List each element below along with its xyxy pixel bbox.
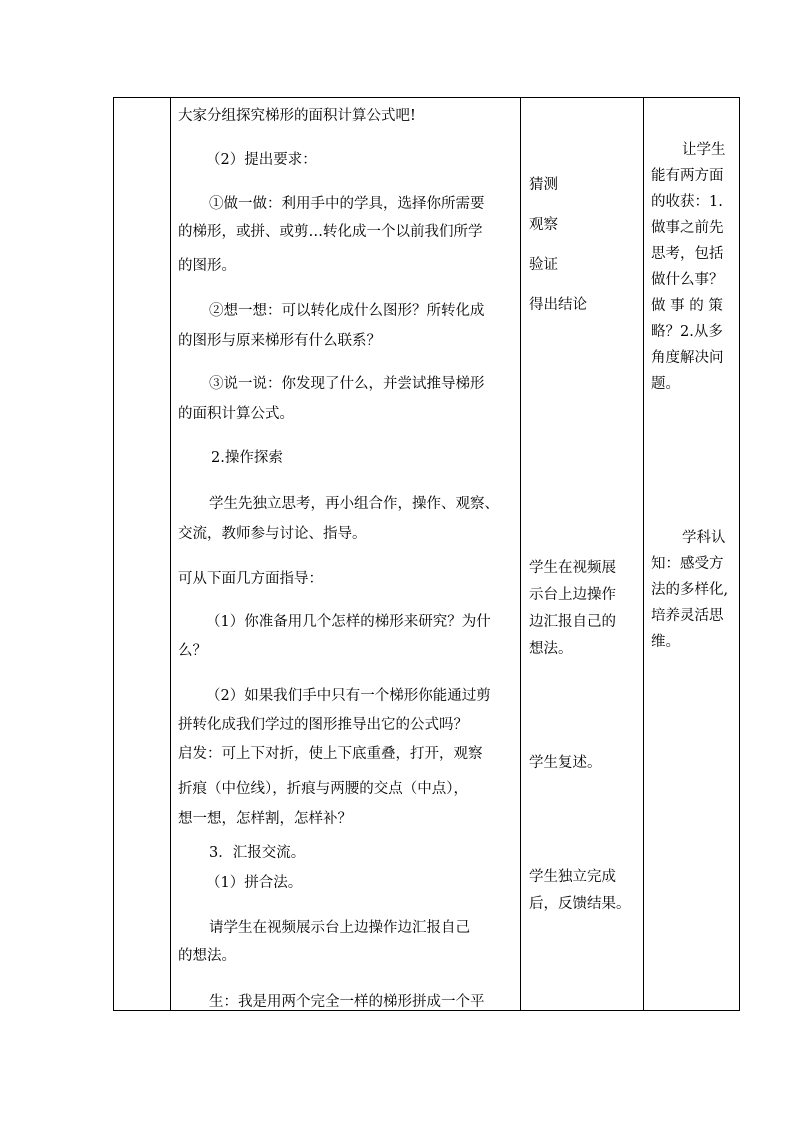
student-text-line: 后，反馈结果。 <box>529 896 631 912</box>
student-text-line: 示台上边操作 <box>529 587 616 603</box>
teacher-text-line: 拼转化成我们学过的图形推导出它的公式吗？ <box>178 717 468 733</box>
teacher-activity-cell <box>171 98 520 1010</box>
teacher-text-line: （2）如果我们手中只有一个梯形你能通过剪 <box>206 688 491 704</box>
intent-text-line: 做什么事？ <box>651 272 724 288</box>
teacher-text-line: 的图形与原来梯形有什么联系？ <box>178 333 381 349</box>
intent-text-line: 学科认 <box>682 530 726 546</box>
intent-text-line: 维。 <box>651 634 680 650</box>
teacher-text-line: （2）提出要求： <box>206 152 317 168</box>
lesson-plan-table <box>113 97 740 1011</box>
intent-text-line: 题。 <box>651 376 680 392</box>
teacher-text-line: 2.操作探索 <box>211 450 283 466</box>
teacher-text-line: ①做一做：利用手中的学具，选择你所需要 <box>209 196 485 212</box>
teacher-text-line: 想一想，怎样割，怎样补？ <box>178 811 352 827</box>
teacher-text-line: 启发：可上下对折，使上下底重叠，打开，观察 <box>178 746 483 762</box>
teacher-text-line: （1）你准备用几个怎样的梯形来研究？为什 <box>206 614 491 630</box>
intent-text-line: 做事之前先 <box>651 220 724 236</box>
intent-text-line: 培养灵活思 <box>651 608 724 624</box>
teacher-text-line: 3．汇报交流。 <box>209 845 306 861</box>
design-intent-cell <box>644 98 739 1010</box>
intent-text-line: 角度解决问 <box>651 350 724 366</box>
intent-text-line: 能有两方面 <box>651 168 724 184</box>
teacher-text-line: 的梯形，或拼、或剪…转化成一个以前我们所学 <box>178 224 483 240</box>
intent-text-line: 法的多样化, <box>651 582 729 598</box>
teacher-text-line: ②想一想：可以转化成什么图形？所转化成 <box>209 303 485 319</box>
student-text-line: 观察 <box>529 217 558 233</box>
teacher-text-line: ③说一说：你发现了什么，并尝试推导梯形 <box>209 376 485 392</box>
teacher-text-line: 大家分组探究梯形的面积计算公式吧! <box>178 108 416 124</box>
teacher-text-line: 学生先独立思考，再小组合作，操作、观察、 <box>209 496 499 512</box>
teacher-text-line: 可从下面几方面指导： <box>178 571 323 587</box>
teacher-text-line: 的面积计算公式。 <box>178 406 294 422</box>
student-activity-cell <box>521 98 643 1010</box>
teacher-text-line: 折痕（中位线），折痕与两腰的交点（中点）， <box>178 781 468 797</box>
student-text-line: 学生复述。 <box>529 755 602 771</box>
teacher-text-line: 交流，教师参与讨论、指导。 <box>178 526 367 542</box>
intent-text-line: 让学生 <box>682 142 726 158</box>
intent-text-line: 略？2.从多 <box>651 324 723 340</box>
teacher-text-line: 请学生在视频展示台上边操作边汇报自己 <box>209 920 470 936</box>
student-text-line: 边汇报自己的 <box>529 614 616 630</box>
student-text-line: 得出结论 <box>529 297 587 313</box>
student-text-line: 想法。 <box>529 641 573 657</box>
teacher-text-line: 的想法。 <box>178 948 236 964</box>
intent-text-line: 思考，包括 <box>651 246 724 262</box>
student-text-line: 学生独立完成 <box>529 869 616 885</box>
teacher-text-line: 的图形。 <box>178 258 236 274</box>
intent-text-line: 知：感受方 <box>651 556 724 572</box>
student-text-line: 验证 <box>529 257 558 273</box>
intent-text-line: 的收获：1. <box>651 194 723 210</box>
intent-text-line: 做 事 的 策 <box>651 298 723 314</box>
student-text-line: 猜测 <box>529 177 558 193</box>
student-text-line: 学生在视频展 <box>529 560 616 576</box>
stage-column-cell <box>114 98 170 1010</box>
teacher-text-line: （1）拼合法。 <box>206 875 303 891</box>
teacher-text-line: 生：我是用两个完全一样的梯形拼成一个平 <box>209 994 485 1010</box>
teacher-text-line: 么？ <box>178 643 207 659</box>
